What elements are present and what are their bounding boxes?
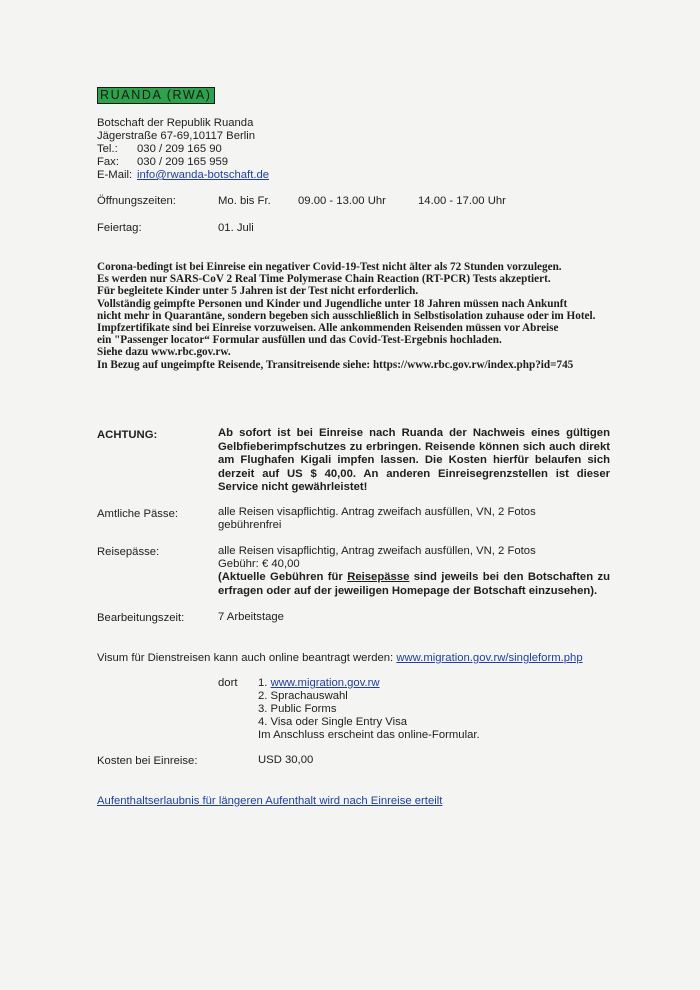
step-1-num: 1. [258, 677, 271, 689]
hours-afternoon: 14.00 - 17.00 Uhr [418, 195, 506, 207]
achtung-text: Ab sofort ist bei Einreise nach Ruanda der Nachweis eines gültigen Gelbfieberimpfschutzes zu erbringen. Reisende können sich auch direkt am Flughafen Kigali impfen lassen. Die Kosten hierfür belaufen sich derzeit auf US $ 40,00. An anderen Einreisegrenzstellen ist dieser Service nicht gewährleistet! [218, 427, 610, 494]
amtliche-line2: gebührenfrei [218, 519, 282, 531]
reisepaesse-link[interactable]: Reisepässe [347, 571, 410, 583]
achtung-label: ACHTUNG: [97, 429, 158, 441]
reise-line1: alle Reisen visapflichtig, Antrag zweifach ausfüllen, VN, 2 Fotos [218, 545, 536, 557]
corona-line: Impfzertifikate sind bei Einreise vorzuweisen. Alle ankommenden Reisenden müssen vor Abreise [97, 322, 559, 335]
steps-after: Im Anschluss erscheint das online-Formular. [258, 729, 480, 741]
tel-label: Tel.: [97, 143, 118, 155]
fax-label: Fax: [97, 156, 119, 168]
fax-value: 030 / 209 165 959 [137, 156, 229, 168]
reise-label: Reisepässe: [97, 546, 160, 558]
embassy-name: Botschaft der Republik Ruanda [97, 117, 254, 129]
step-2: 2. Sprachauswahl [258, 690, 348, 702]
reise-note [218, 571, 610, 598]
migration-link[interactable]: www.migration.gov.rw [270, 677, 380, 689]
corona-line: Siehe dazu www.rbc.gov.rw. [97, 346, 231, 359]
corona-line: Vollständig geimpfte Personen und Kinder und Jugendliche unter 18 Jahren müssen nach Ankunft [97, 297, 568, 310]
bearbeitung-label: Bearbeitungszeit: [97, 612, 185, 624]
kosten-value: USD 30,00 [258, 754, 314, 766]
amtliche-line1: alle Reisen visapflichtig. Antrag zweifach ausfüllen, VN, 2 Fotos [218, 506, 536, 518]
steps-prefix: dort [218, 677, 238, 689]
online-info [97, 652, 583, 665]
step-3: 3. Public Forms [258, 703, 337, 715]
kosten-label: Kosten bei Einreise: [97, 755, 198, 767]
reise-line2: Gebühr: € 40,00 [218, 558, 300, 570]
corona-line: Corona-bedingt ist bei Einreise ein negativer Covid-19-Test nicht älter als 72 Stunden vorzulegen. [97, 261, 562, 273]
hours-morning: 09.00 - 13.00 Uhr [298, 195, 386, 207]
corona-line: Es werden nur SARS-CoV 2 Real Time Polymerase Chain Reaction (RT-PCR) Tests akzeptiert. [97, 273, 551, 286]
hours-days: Mo. bis Fr. [218, 195, 271, 207]
bearbeitung-value: 7 Arbeitstage [218, 611, 284, 623]
email-link[interactable]: info@rwanda-botschaft.de [137, 169, 270, 181]
tel-value: 030 / 209 165 90 [137, 143, 222, 155]
hours-label: Öffnungszeiten: [97, 195, 176, 207]
step-4: 4. Visa oder Single Entry Visa [258, 716, 408, 728]
singleform-link[interactable]: www.migration.gov.rw/singleform.php [396, 652, 583, 664]
holiday-label: Feiertag: [97, 222, 142, 234]
corona-line: In Bezug auf ungeimpfte Reisende, Transitreisende siehe: https://www.rbc.gov.rw/index.php?id=745 [97, 358, 574, 371]
corona-line: nicht mehr in Quarantäne, sondern begeben sich ausschließlich in Selbstisolation zuhause oder im Hotel. [97, 309, 596, 322]
reise-note-pre: (Aktuelle Gebühren für [218, 571, 348, 583]
page-title: RUANDA (RWA) [97, 87, 215, 104]
embassy-street: Jägerstraße 67-69,10117 Berlin [97, 130, 256, 142]
holiday-value: 01. Juli [218, 222, 254, 234]
amtliche-label: Amtliche Pässe: [97, 508, 178, 520]
aufenthalt-link[interactable]: Aufenthaltserlaubnis für längeren Aufenthalt wird nach Einreise erteilt [97, 795, 443, 807]
step-1 [258, 677, 380, 690]
online-text: Visum für Dienstreisen kann auch online beantragt werden: [97, 652, 397, 664]
corona-line: Für begleitete Kinder unter 5 Jahren ist der Test nicht erforderlich. [97, 285, 419, 298]
email-label: E-Mail: [97, 169, 133, 181]
corona-info [97, 261, 595, 371]
corona-line: ein "Passenger locator“ Formular ausfüllen und das Covid-Test-Ergebnis hochladen. [97, 334, 502, 347]
reise-note-post: sind jeweils bei den Botschaften zu erfragen oder auf der jeweiligen Homepage der Botschaft einzusehen). [218, 571, 610, 597]
